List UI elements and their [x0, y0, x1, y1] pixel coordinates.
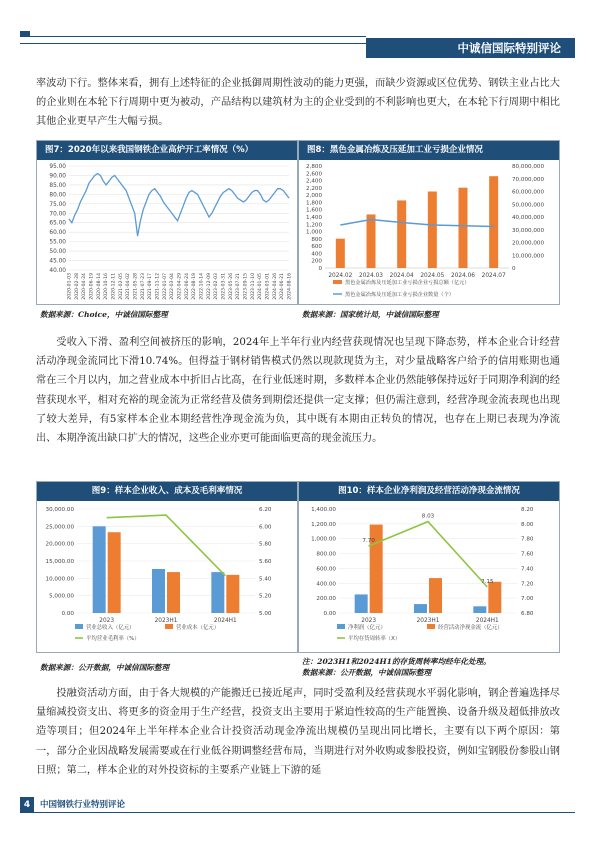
y-right-tick-label: 7.20 [521, 581, 534, 588]
x-tick-label: 2021-04-02 [126, 273, 132, 300]
y-left-tick-label: 15,000.00 [45, 559, 74, 565]
y-left-tick-label: 1,000 [305, 229, 322, 236]
legend-label: 黑色金属冶炼及压延加工业亏损企业亏损总额（亿元） [345, 280, 470, 286]
x-tick-label: 2021-02-05 [118, 273, 124, 300]
x-tick-label: 2023 [361, 618, 377, 624]
page-number: 4 [20, 797, 34, 813]
x-tick-label: 2023-02-03 [214, 273, 220, 300]
x-tick-label: 2023-09-15 [243, 273, 249, 300]
figure-8-source: 数据来源：国家统计局，中诚信国际整理 [302, 310, 439, 319]
y-tick-label: 85.00 [49, 182, 66, 189]
y-left-tick-label: 5,000.00 [49, 593, 74, 600]
x-tick-label: 2024.02 [328, 273, 353, 279]
y-tick-label: 65.00 [49, 220, 66, 227]
y-left-tick-label: 2,800 [305, 164, 322, 170]
y-left-tick-label: 200 [311, 258, 322, 265]
bar-series-1 [473, 606, 486, 613]
y-left-tick-label: 1,400 [305, 215, 322, 221]
figure-10-source: 数据来源：公开数据，中诚信国际整理 [302, 668, 432, 677]
data-label: 7.15 [481, 579, 494, 585]
y-right-tick-label: 7.60 [521, 551, 534, 558]
x-tick-label: 2022-12-09 [206, 273, 212, 300]
figure-7-source: 数据来源：Choice，中诚信国际整理 [40, 310, 168, 319]
y-left-tick-label: 0 [318, 266, 322, 272]
y-left-tick-label: 1,800 [305, 200, 322, 207]
x-tick-label: 2020-02-28 [74, 273, 80, 300]
x-tick-label: 2023-03-31 [221, 273, 227, 300]
y-left-tick-label: 400.00 [316, 581, 336, 588]
series-line-blast-furnace-rate [69, 174, 289, 236]
y-left-tick-label: 800 [311, 236, 322, 243]
x-tick-label: 2023 [99, 618, 115, 624]
x-tick-label: 2020-08-14 [96, 273, 102, 300]
y-left-tick-label: 600.00 [316, 566, 336, 573]
x-tick-label: 2022-04-29 [177, 273, 183, 300]
legend-label: 经营活动净现金流（亿元） [438, 625, 503, 631]
bar-series-2 [167, 572, 180, 613]
x-tick-label: 2020-01-03 [67, 273, 73, 300]
y-left-tick-label: 2,000 [305, 193, 322, 200]
x-tick-label: 2022-08-19 [192, 273, 198, 300]
legend-swatch-series-1 [337, 624, 345, 629]
bar-series-1 [93, 526, 106, 613]
x-tick-label: 2022-06-24 [184, 273, 190, 300]
figure-9-title: 图9：样本企业收入、成本及毛利率情况 [37, 482, 297, 501]
x-tick-label: 2024-03-01 [265, 273, 271, 300]
legend-swatch-series-2 [165, 624, 173, 629]
x-tick-label: 2023-07-21 [236, 273, 242, 300]
bar-loss-amount [397, 200, 406, 268]
y-left-tick-label: 1,200 [305, 222, 322, 229]
y-right-tick-label: 6.80 [521, 611, 534, 617]
y-left-tick-label: 600 [311, 244, 322, 251]
y-tick-label: 90.00 [49, 173, 66, 180]
y-right-tick-label: 0 [512, 266, 516, 272]
paragraph-3: 投融资活动方面，由于各大规模的产能搬迁已接近尾声，同时受盈利及经营获现水平弱化影响，钢企普遍选择尽量缩减投资支出、将更多的资金用于生产经营，投资支出主要用于紧迫性较高的生产能置换、设备升级及超低排放改造等项目；但2024年上半年样本企业合计投资活动现金净流出规模仍呈现出同比增长，主要有以下两个原因：第一，部分企业因战略发展需要或在行业低谷期调整经营布局，当期进行对外收购或参股投资，例如宝钢股份参股山钢日照；第二，样本企业的对外投资标的主要系产业链上下游的延 [36, 688, 560, 776]
bar-series-1 [414, 604, 427, 613]
y-left-tick-label: 1,000.00 [311, 536, 336, 543]
figure-10 [298, 481, 560, 653]
figure-10-title: 图10：样本企业净利润及经营活动净现金流情况 [299, 482, 559, 501]
y-right-tick-label: 30,000,000 [512, 227, 545, 234]
footer-title: 中国钢铁行业特别评论 [40, 800, 126, 810]
y-right-tick-label: 5.00 [259, 611, 272, 617]
y-left-tick-label: 0.00 [61, 611, 74, 617]
figure-9-chart [37, 501, 297, 652]
header-title: 中诚信国际特别评论 [366, 38, 575, 58]
y-tick-label: 95.00 [49, 164, 66, 170]
y-right-tick-label: 7.40 [521, 566, 534, 573]
y-tick-label: 75.00 [49, 201, 66, 208]
x-tick-label: 2024.04 [389, 273, 414, 279]
bar-series-1 [355, 594, 368, 613]
y-right-tick-label: 40,000,000 [512, 215, 545, 221]
x-tick-label: 2024.03 [359, 273, 383, 279]
y-tick-label: 50.00 [49, 249, 66, 256]
x-tick-label: 2024-04-26 [272, 273, 278, 300]
data-label: 7.70 [362, 538, 375, 545]
bar-loss-amount [367, 214, 376, 268]
y-left-tick-label: 30,000.00 [45, 507, 74, 513]
y-right-tick-label: 5.60 [259, 559, 272, 565]
legend-label: 净利润（亿元） [348, 625, 386, 631]
y-right-tick-label: 50,000,000 [512, 202, 545, 209]
header-rule [20, 36, 366, 44]
x-tick-label: 2024-01-05 [258, 273, 264, 300]
paragraph-2: 受收入下滑、盈利空间被挤压的影响，2024年上半年行业内经营获现情况也呈现下降态势，样本企业合计经营活动净现金流同比下滑10.74%。但得益于钢材销售模式仍然以现款现货为主，对少量战略客户给予的信用账期也通常在三个月以内，加之营业成本中折旧占比高，在行业低迷时期，多数样本企业仍然能够保持远好于同期净利润的经营获现水平，相对充裕的现金流为正常经营及债务到期偿还提供一定支撑；但仍需注意到，经营净现金流表现也出现了较大差异，有5家样本企业本期经营性净现金流为负，其中既有本期由正转负的情况，也存在上期已表现为净流出、本期净流出缺口扩大的情况，这些企业亦更可能面临更高的现金流压力。 [36, 337, 560, 445]
y-left-tick-label: 10,000.00 [45, 576, 74, 583]
y-left-tick-label: 200.00 [316, 596, 336, 603]
figure-7 [36, 140, 298, 305]
y-left-tick-label: 20,000.00 [45, 541, 74, 548]
header-accent [20, 31, 30, 37]
y-right-tick-label: 8.20 [521, 507, 534, 513]
y-tick-label: 40.00 [49, 268, 66, 274]
y-right-tick-label: 7.00 [521, 596, 534, 603]
x-tick-label: 2023-05-26 [228, 273, 234, 300]
figure-8-title: 图8：黑色金属冶炼及压延加工业亏损企业情况 [299, 141, 559, 160]
figure-9 [36, 481, 298, 653]
figure-7-title: 图7：2020年以来我国钢铁企业高炉开工率情况（%） [37, 141, 297, 160]
y-left-tick-label: 1,400.00 [311, 507, 336, 513]
y-right-tick-label: 20,000,000 [512, 240, 545, 247]
y-right-tick-label: 5.40 [259, 576, 272, 583]
paragraph-1: 率波动下行。整体来看，拥有上述特征的企业抵御周期性波动的能力更强，而缺少资源或区位优势、钢铁主业占比大的企业则在本轮下行周期中更为被动，产品结构以建筑材为主的企业受到的不利影响也更大，在本轮下行周期中相比其他企业更早产生大幅亏损。 [36, 78, 560, 128]
figure-10-note: 注：2023H1和2024H1的存货周转率均经年化处理。 [302, 657, 491, 666]
figure-9-source: 数据来源：公开数据，中诚信国际整理 [40, 663, 170, 672]
y-left-tick-label: 25,000.00 [45, 524, 74, 531]
y-right-tick-label: 8.00 [521, 521, 534, 528]
x-tick-label: 2020-06-19 [89, 273, 95, 300]
legend-swatch-bar [333, 280, 342, 284]
legend-swatch-series-1 [75, 624, 83, 629]
bar-loss-amount [336, 239, 345, 268]
y-right-tick-label: 6.20 [259, 507, 272, 513]
x-tick-label: 2024H1 [213, 618, 237, 624]
y-left-tick-label: 2,600 [305, 171, 322, 178]
y-left-tick-label: 1,600 [305, 207, 322, 214]
figure-10-chart [299, 501, 559, 652]
series-line-ratio [107, 515, 226, 576]
bar-series-2 [488, 582, 501, 613]
x-tick-label: 2024H1 [475, 618, 499, 624]
data-label: 8.03 [421, 513, 435, 520]
x-tick-label: 2020-12-11 [111, 273, 117, 300]
y-left-tick-label: 400 [311, 251, 322, 258]
x-tick-label: 2024.06 [451, 273, 475, 279]
y-tick-label: 45.00 [49, 258, 66, 265]
y-right-tick-label: 80,000,000 [512, 164, 545, 170]
legend-label: 营业成本（亿元） [176, 625, 220, 631]
y-right-tick-label: 6.00 [259, 524, 272, 531]
y-right-tick-label: 60,000,000 [512, 189, 545, 196]
legend-label: 黑色金属冶炼及压延加工业亏损企业数量（个） [345, 292, 454, 298]
y-tick-label: 80.00 [49, 192, 66, 199]
y-tick-label: 70.00 [49, 211, 66, 218]
x-tick-label: 2021-11-12 [155, 273, 161, 300]
y-left-tick-label: 2,200 [305, 185, 322, 192]
bar-series-2 [226, 575, 239, 613]
y-right-tick-label: 10,000,000 [512, 253, 545, 260]
series-line-loss-count [340, 220, 493, 227]
bar-series-2 [429, 578, 442, 613]
x-tick-label: 2021-05-28 [133, 273, 139, 300]
legend-swatch-series-2 [427, 624, 435, 629]
x-tick-label: 2024.05 [420, 273, 445, 279]
figure-8-chart [299, 160, 559, 304]
x-tick-label: 2024.07 [481, 273, 506, 279]
y-left-tick-label: 0.00 [323, 611, 336, 617]
bar-loss-amount [459, 188, 468, 268]
x-tick-label: 2023-11-10 [250, 273, 256, 300]
x-tick-label: 2022-10-14 [199, 273, 205, 300]
x-tick-label: 2023H1 [154, 618, 178, 624]
legend-label: 营业总收入（亿元） [86, 625, 135, 631]
figure-8 [298, 140, 560, 305]
bar-series-1 [152, 569, 165, 613]
x-tick-label: 2022-01-07 [162, 273, 168, 300]
legend-label: 平均营业毛利率（%） [86, 636, 140, 642]
x-tick-label: 2023H1 [416, 618, 440, 624]
x-tick-label: 2020-04-24 [82, 273, 88, 300]
figure-7-chart [37, 160, 297, 304]
x-tick-label: 2024-08-16 [287, 273, 293, 300]
y-tick-label: 55.00 [49, 239, 66, 246]
y-right-tick-label: 5.80 [259, 541, 272, 548]
y-left-tick-label: 2,400 [305, 178, 322, 185]
x-tick-label: 2020-10-16 [104, 273, 110, 300]
x-tick-label: 2022-03-04 [170, 273, 176, 300]
y-left-tick-label: 800.00 [316, 551, 336, 558]
bar-loss-amount [489, 176, 498, 268]
x-tick-label: 2024-06-21 [280, 273, 286, 300]
bar-loss-amount [428, 192, 437, 269]
y-tick-label: 60.00 [49, 230, 66, 237]
y-right-tick-label: 5.20 [259, 593, 272, 600]
y-right-tick-label: 70,000,000 [512, 176, 545, 183]
y-left-tick-label: 1,200.00 [311, 521, 336, 528]
bar-series-1 [211, 572, 224, 613]
footer-rule [20, 812, 575, 813]
x-tick-label: 2021-07-23 [140, 273, 146, 300]
series-line-ratio [369, 522, 488, 587]
bar-series-2 [108, 532, 121, 613]
y-right-tick-label: 7.80 [521, 536, 534, 543]
x-tick-label: 2021-09-17 [148, 273, 154, 300]
legend-label: 平均存货周转率（X） [348, 636, 401, 642]
